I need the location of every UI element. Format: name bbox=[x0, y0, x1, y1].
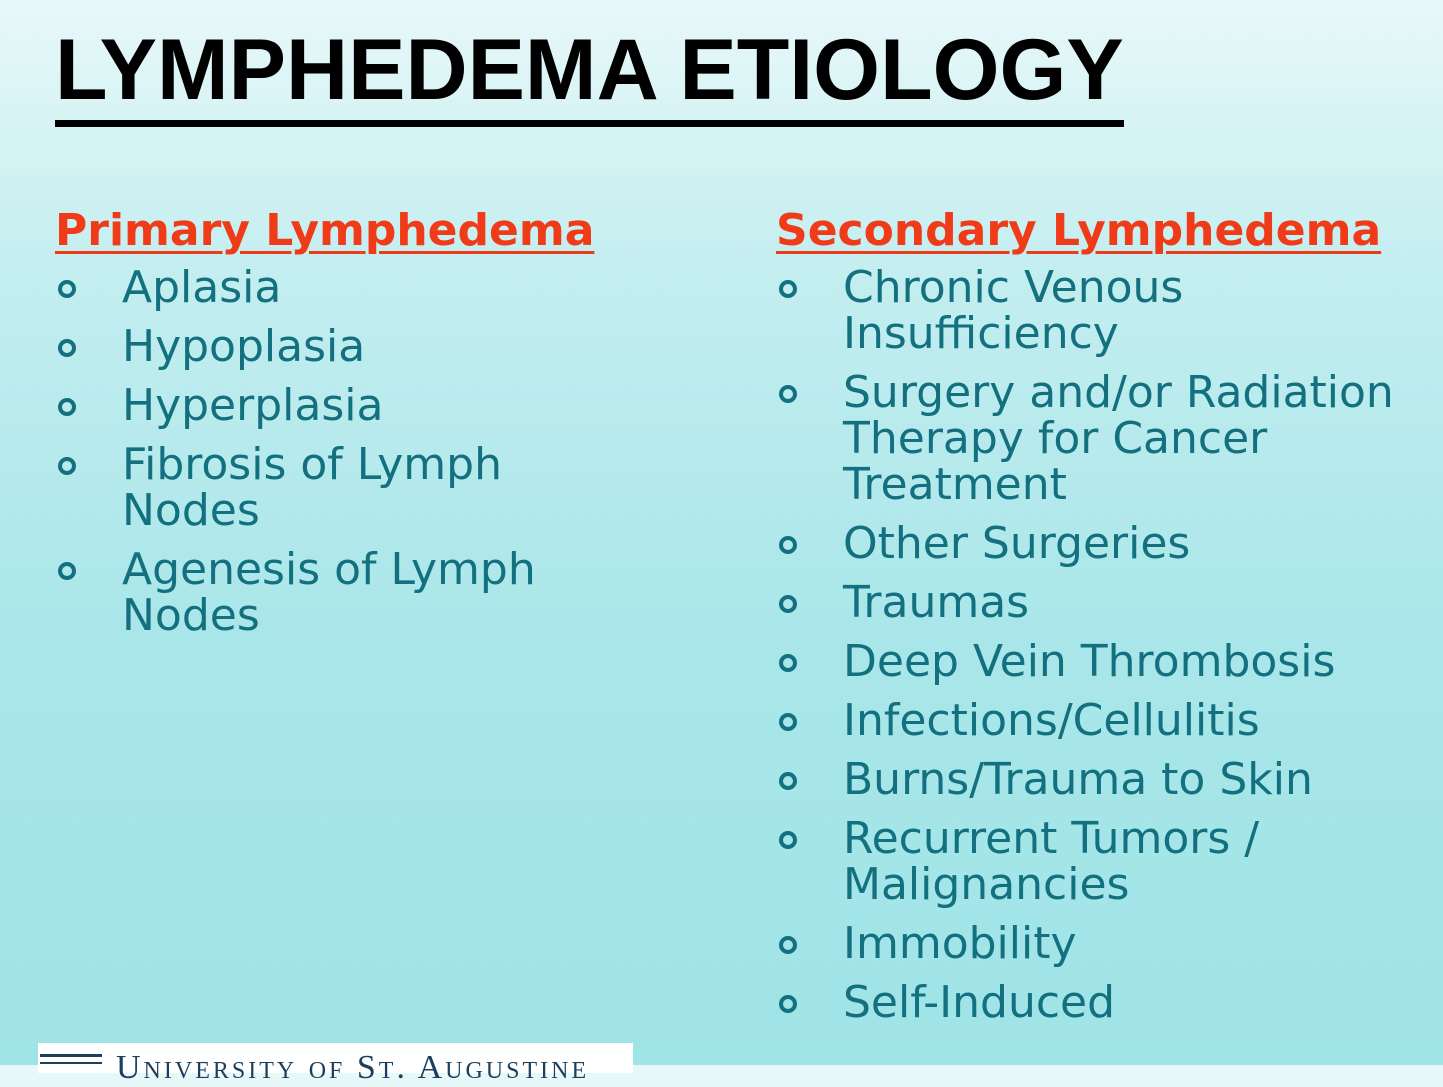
bullet-icon bbox=[58, 339, 76, 357]
logo-mark-icon bbox=[40, 1054, 102, 1074]
bullet-icon bbox=[779, 936, 797, 954]
primary-column bbox=[55, 203, 715, 639]
primary-heading: Primary Lymphedema bbox=[55, 205, 595, 256]
university-logo bbox=[38, 1043, 633, 1086]
list-item: Deep Vein Thrombosis bbox=[776, 639, 1443, 685]
bullet-icon bbox=[779, 654, 797, 672]
bullet-icon bbox=[58, 562, 76, 580]
bullet-icon bbox=[779, 831, 797, 849]
primary-list bbox=[55, 262, 715, 641]
logo-text: University of St. Augustine bbox=[116, 1049, 590, 1086]
list-item: Hyperplasia bbox=[55, 383, 552, 429]
list-item: Burns/Trauma to Skin bbox=[776, 757, 1443, 803]
list-item: Agenesis of Lymph Nodes bbox=[55, 547, 602, 639]
bullet-icon bbox=[779, 536, 797, 554]
list-item: Traumas bbox=[776, 580, 1413, 626]
list-item: Fibrosis of Lymph Nodes bbox=[55, 442, 572, 534]
secondary-list bbox=[776, 262, 1416, 1028]
list-item: Chronic Venous Insufficiency bbox=[776, 265, 1243, 357]
bullet-icon bbox=[58, 280, 76, 298]
bullet-icon bbox=[779, 595, 797, 613]
bullet-icon bbox=[58, 457, 76, 475]
bullet-icon bbox=[779, 995, 797, 1013]
slide-title: LYMPHEDEMA ETIOLOGY bbox=[55, 22, 1124, 127]
bullet-icon bbox=[779, 385, 797, 403]
list-item: Hypoplasia bbox=[55, 324, 552, 370]
bullet-icon bbox=[779, 280, 797, 298]
bullet-icon bbox=[58, 398, 76, 416]
list-item: Aplasia bbox=[55, 265, 552, 311]
secondary-heading: Secondary Lymphedema bbox=[776, 205, 1382, 256]
list-item: Other Surgeries bbox=[776, 521, 1413, 567]
list-item: Infections/Cellulitis bbox=[776, 698, 1443, 744]
bullet-icon bbox=[779, 772, 797, 790]
list-item: Immobility bbox=[776, 921, 1413, 967]
secondary-column bbox=[776, 203, 1416, 1026]
bullet-icon bbox=[779, 713, 797, 731]
list-item: Recurrent Tumors / Malignancies bbox=[776, 816, 1363, 908]
list-item: Surgery and/or Radiation Therapy for Cancer Treatment bbox=[776, 370, 1403, 508]
list-item: Self-Induced bbox=[776, 980, 1413, 1026]
